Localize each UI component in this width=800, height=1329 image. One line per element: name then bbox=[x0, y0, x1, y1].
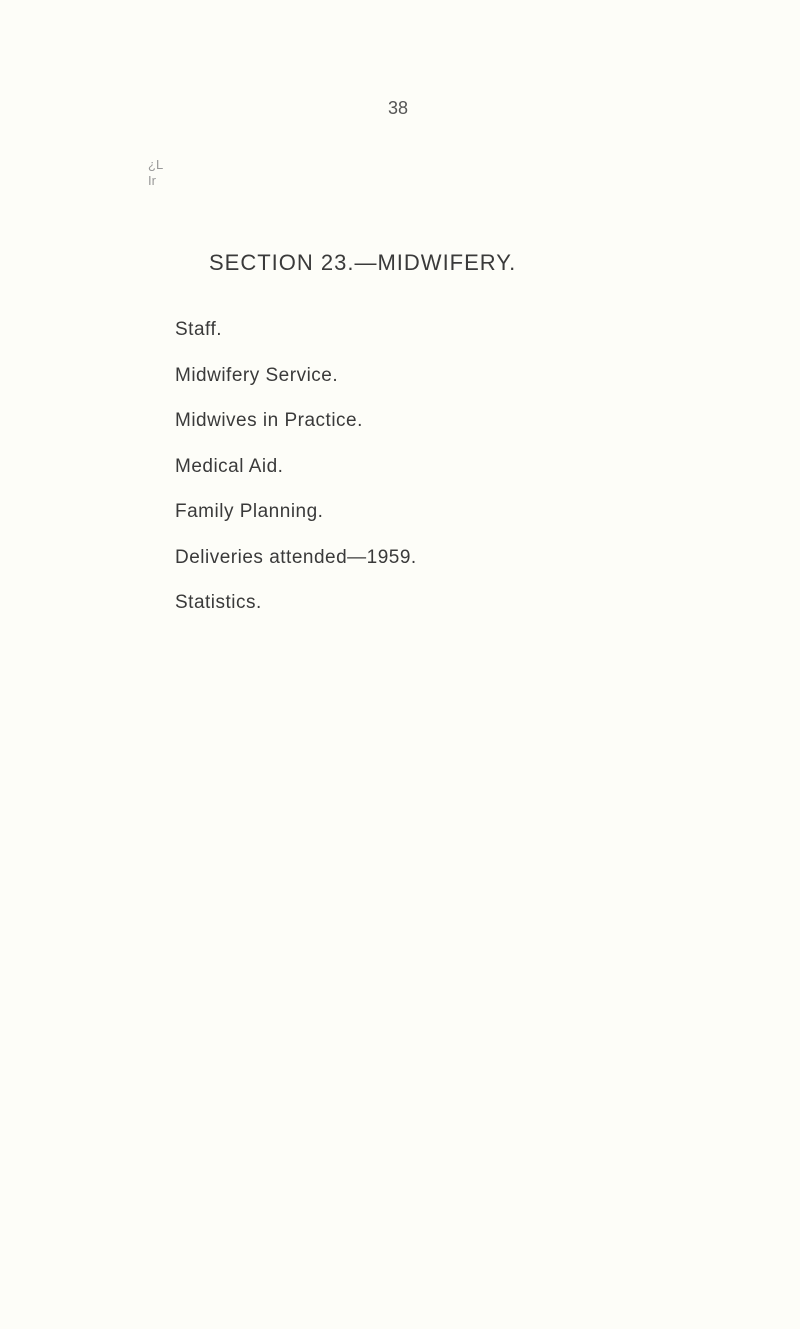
contents-item-family-planning: Family Planning. bbox=[175, 501, 324, 522]
contents-item-medical-aid: Medical Aid. bbox=[175, 455, 284, 477]
margin-mark-1: ¿L bbox=[148, 157, 164, 172]
contents-item-statistics: Statistics. bbox=[175, 592, 262, 613]
contents-item-midwifery-service: Midwifery Service. bbox=[175, 364, 339, 386]
contents-item-midwives-in-practice: Midwives in Practice. bbox=[175, 410, 363, 431]
contents-item-deliveries-attended: Deliveries attended—1959. bbox=[175, 546, 417, 568]
section-title: SECTION 23.—MIDWIFERY. bbox=[209, 250, 517, 275]
contents-list bbox=[175, 315, 417, 634]
page-number: 38 bbox=[388, 98, 409, 118]
margin-mark-2: Ir bbox=[148, 173, 156, 188]
contents-item-staff: Staff. bbox=[175, 319, 223, 340]
